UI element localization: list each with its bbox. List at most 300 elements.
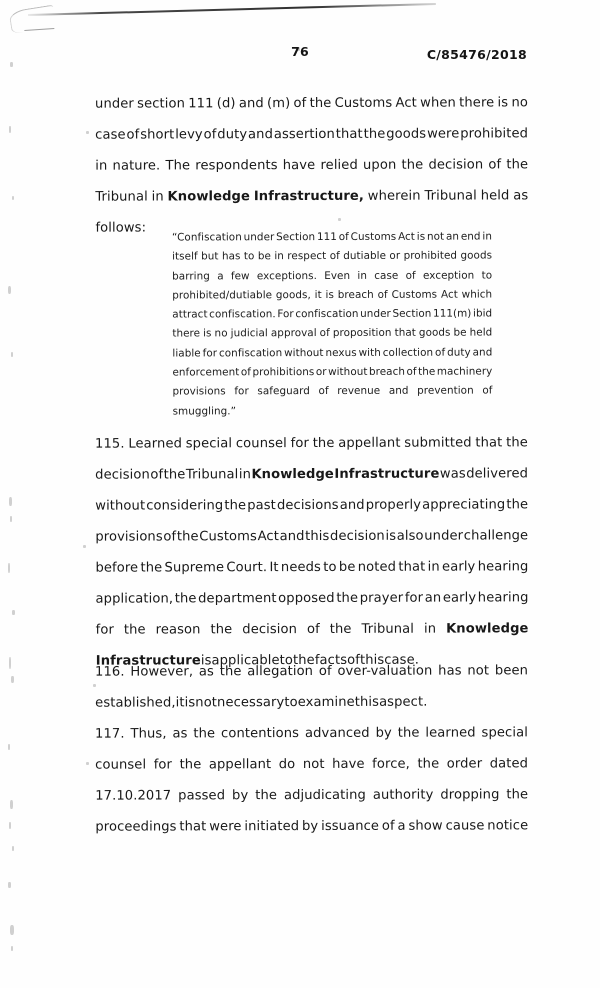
word: barring (172, 269, 210, 283)
scan-speckle (8, 286, 11, 294)
word: decision (242, 622, 298, 638)
word: of (319, 327, 330, 340)
word: end (460, 230, 481, 243)
text-line (95, 149, 528, 181)
word: and (388, 385, 409, 398)
word: in (95, 158, 108, 174)
word: judicial (230, 327, 268, 340)
word: The (165, 158, 191, 174)
word: Act (257, 529, 279, 545)
scan-speckle (10, 925, 14, 935)
word: to (243, 250, 255, 263)
word: smuggling.” (172, 404, 237, 418)
word: enforcement (172, 366, 240, 379)
text-line (172, 343, 492, 363)
word: under (360, 308, 391, 321)
word: Tribunal (185, 467, 239, 483)
word: is (497, 95, 509, 111)
word: Customs (350, 230, 397, 243)
scan-speckle (83, 545, 86, 548)
word: It (269, 560, 279, 576)
word: to (284, 695, 298, 711)
case-name-bold: Knowledge (251, 466, 334, 483)
word: needs (280, 559, 321, 576)
word: goods (418, 327, 451, 340)
word: Supreme (164, 560, 225, 576)
word: Court. (226, 560, 268, 576)
word: breach (337, 288, 374, 301)
word: Section (392, 307, 432, 320)
word: respondents (195, 158, 278, 174)
word: decisions (276, 497, 339, 514)
word: prevention (417, 384, 474, 398)
paragraph-opening (95, 87, 528, 243)
word: past (247, 498, 276, 514)
word: (m) (266, 96, 291, 112)
word: this (354, 694, 380, 710)
text-line (95, 582, 528, 614)
word: by (375, 725, 392, 741)
word: (d) (216, 96, 236, 112)
word: challenge (463, 528, 529, 544)
word: there (459, 95, 495, 111)
word: prayer (359, 590, 404, 606)
word: for (95, 622, 114, 638)
word: is (385, 528, 397, 544)
word: the (506, 435, 528, 451)
word: as (513, 188, 529, 204)
word: 117. (95, 726, 125, 742)
word: early (442, 559, 476, 575)
word: that (335, 126, 363, 142)
word: the (255, 788, 278, 804)
word: is (184, 695, 196, 711)
word: Customs (334, 95, 393, 111)
word: short (140, 127, 175, 143)
word: of (318, 385, 329, 398)
word: itself (172, 250, 198, 263)
word: appellant (338, 435, 401, 451)
word: special (185, 436, 233, 452)
scan-speckle (9, 657, 11, 669)
word: that (394, 327, 416, 340)
word: section (137, 96, 186, 112)
word: in (274, 250, 284, 263)
word: this (359, 652, 385, 668)
word: advanced (304, 725, 370, 742)
word: the (123, 622, 146, 638)
word: over-valuation (337, 663, 433, 679)
word: of (488, 157, 502, 173)
word: for (290, 436, 309, 452)
word: or (389, 250, 401, 263)
word: is (325, 288, 334, 301)
word: prohibited/dutiable (172, 289, 273, 302)
word: proceedings (95, 819, 177, 835)
word: special (481, 725, 528, 741)
word: noted (357, 559, 397, 575)
word: decision (330, 528, 385, 544)
scan-speckle (11, 946, 13, 951)
word: passed (178, 788, 226, 804)
word: have (282, 157, 316, 174)
word: it (314, 288, 322, 301)
word: the (309, 95, 332, 112)
word: Act (440, 288, 458, 301)
word: levy (175, 127, 203, 143)
word: with (358, 346, 381, 359)
paragraph-115 (95, 427, 529, 676)
word: of (240, 366, 251, 379)
word: appreciating (422, 497, 506, 513)
text-line (95, 118, 528, 150)
word: hearing (477, 559, 529, 575)
word: provisions (172, 385, 226, 398)
word: been (494, 663, 529, 679)
word: Even (324, 269, 351, 282)
scan-speckle (11, 676, 14, 683)
word: 116. (95, 664, 125, 680)
word: of (329, 250, 340, 263)
word: nature. (112, 158, 161, 174)
text-line (172, 363, 492, 383)
word: liable (172, 347, 201, 360)
word: Act (398, 230, 415, 243)
word: under (95, 96, 134, 112)
word: notice (487, 818, 529, 834)
text-line (96, 613, 529, 645)
word: Tribunal (361, 621, 415, 637)
scan-speckle (8, 882, 11, 888)
text-line (95, 489, 528, 521)
word: issuance (321, 818, 380, 834)
word: of (126, 127, 140, 143)
word: in (357, 269, 367, 282)
word: before (95, 560, 139, 576)
word: for (404, 590, 424, 606)
word: for (234, 385, 249, 398)
word: to (323, 559, 337, 575)
word: do (278, 757, 296, 773)
word: follows: (95, 220, 147, 236)
word: case (374, 269, 399, 282)
word: of (406, 365, 417, 378)
word: of (435, 346, 446, 359)
word: goods (386, 126, 427, 142)
word: that (475, 435, 503, 451)
scan-speckle (8, 563, 10, 573)
word: contentions (221, 726, 300, 742)
paragraph-117 (95, 717, 528, 842)
word: the (140, 560, 163, 576)
word: in (151, 189, 164, 205)
word: confiscation (218, 346, 283, 360)
word: duty (447, 346, 471, 359)
word: a (397, 818, 406, 834)
block-quotation (172, 227, 493, 421)
word: respect (287, 250, 327, 263)
word: counsel (235, 436, 287, 452)
word: by (301, 818, 319, 835)
case-name-bold: Infrastructure, (253, 188, 365, 205)
word: few (230, 269, 250, 282)
word: be (257, 250, 271, 263)
word: of (338, 230, 349, 243)
word: delivered (466, 466, 529, 482)
word: not (195, 695, 218, 711)
scan-speckle (11, 352, 13, 357)
word: confiscation (295, 308, 359, 321)
word: provisions (95, 529, 163, 545)
word: revenue (337, 385, 381, 398)
case-name-bold: Infrastructure (95, 653, 201, 669)
scan-speckle (12, 610, 15, 615)
word: is (203, 327, 212, 340)
word: relied (320, 157, 358, 173)
scan-speckle (9, 497, 12, 506)
text-line (95, 810, 528, 842)
word: and (472, 346, 493, 359)
word: exceptions. (256, 269, 317, 282)
word: However, (130, 664, 194, 680)
word: the (506, 787, 529, 803)
word: the (293, 652, 315, 669)
word: it (175, 695, 185, 711)
word: adjudicating (283, 787, 366, 804)
word: machinery (436, 365, 493, 378)
word: were (209, 819, 242, 835)
word: the (224, 498, 247, 514)
word: the (397, 725, 420, 741)
word: this (305, 528, 330, 545)
word: to (481, 269, 493, 282)
word: has (221, 250, 241, 263)
word: for (202, 347, 218, 360)
word: in (238, 467, 251, 483)
word: initiated (244, 819, 300, 835)
word: and (339, 497, 365, 513)
text-line (172, 227, 492, 247)
word: considering (146, 498, 224, 514)
word: of (347, 652, 360, 668)
scan-speckle (9, 126, 11, 133)
text-line (95, 686, 528, 718)
word: of (318, 663, 332, 679)
word: examine (297, 694, 355, 711)
word: has (438, 663, 462, 679)
word: for (153, 757, 173, 773)
word: established, (95, 695, 176, 711)
page-number: 76 (291, 44, 309, 59)
word: collection (382, 346, 434, 359)
word: the (363, 126, 386, 142)
text-line (172, 324, 492, 344)
word: submitted (404, 435, 472, 451)
word: authority (372, 787, 434, 803)
word: the (418, 365, 436, 378)
word: the (179, 757, 202, 773)
word: allegation (247, 663, 314, 680)
word: department (198, 591, 277, 607)
word: the (219, 664, 242, 680)
word: case. (384, 652, 420, 668)
word: assertion (273, 126, 335, 143)
scan-speckle (10, 516, 12, 522)
word: force, (372, 756, 410, 772)
text-line (172, 285, 492, 305)
word: confiscation. (209, 308, 276, 321)
word: of (163, 529, 177, 545)
word: upon (363, 157, 397, 173)
scan-speckle (86, 762, 89, 765)
word: by (232, 788, 249, 804)
word: is (200, 653, 212, 669)
word: Act (395, 95, 417, 111)
word: reason (155, 622, 201, 638)
word: facts (314, 652, 348, 668)
word: 111 (316, 230, 337, 244)
word: under (243, 231, 275, 244)
word: application, (95, 591, 174, 607)
scan-speckle (86, 131, 89, 134)
word: Tribunal (424, 188, 477, 204)
word: counsel (95, 757, 147, 773)
word: the (336, 590, 359, 606)
word: breach (368, 365, 406, 378)
word: an (445, 230, 460, 243)
word: also (396, 528, 424, 544)
word: properly (365, 497, 422, 513)
word: when (420, 95, 456, 111)
word: an (424, 590, 442, 606)
word: opposed (278, 590, 335, 607)
text-line (95, 551, 528, 583)
word: early (442, 590, 477, 606)
word: nexus (325, 346, 357, 359)
word: proposition (332, 327, 392, 340)
word: prohibitions (252, 366, 315, 379)
scan-speckle (12, 846, 14, 851)
word: and (248, 127, 273, 143)
scan-speckle (10, 800, 13, 809)
word: there (172, 327, 201, 340)
word: prohibited (403, 249, 458, 263)
word: the (417, 756, 440, 772)
word: that (179, 819, 207, 835)
word: no (214, 327, 228, 340)
word: the (176, 529, 199, 545)
scan-corner-smudge-artifact-2 (24, 18, 55, 31)
word: safeguard (257, 385, 310, 398)
word: attract (172, 308, 208, 321)
word: necessary (217, 695, 285, 711)
word: exception (423, 269, 475, 282)
word: without (328, 365, 368, 379)
scan-edge-line-artifact (28, 3, 436, 16)
text-line (172, 382, 492, 402)
case-name-bold: Knowledge (446, 621, 529, 637)
word: under (424, 528, 464, 544)
text-line (95, 427, 528, 459)
word: duty (217, 127, 248, 143)
word: dated (489, 756, 529, 772)
word: of (150, 467, 164, 483)
word: 17.10.2017 (95, 788, 172, 804)
word: the (329, 621, 352, 637)
word: show (408, 818, 443, 834)
word: but (201, 250, 219, 263)
word: the (312, 435, 335, 451)
word: applicable (211, 653, 280, 669)
text-line (95, 180, 528, 212)
word: which (461, 288, 493, 301)
word: prohibited (460, 126, 529, 142)
word: as (172, 726, 188, 742)
word: be (338, 559, 356, 575)
word: of (377, 288, 388, 301)
word: held (469, 326, 493, 340)
word: be (453, 327, 467, 340)
text-line (95, 87, 528, 119)
scan-speckle (9, 822, 11, 829)
word: “Confiscation (172, 231, 242, 244)
word: of (203, 127, 217, 143)
word: of (306, 621, 320, 638)
word: Customs (391, 288, 438, 301)
word: and (238, 96, 264, 112)
word: the (174, 591, 197, 607)
word: appellant (208, 757, 272, 773)
word: the (506, 497, 529, 513)
scan-speckle (8, 744, 10, 750)
text-line (95, 779, 528, 811)
word: 115. (95, 436, 125, 452)
word: without (95, 498, 146, 514)
word: that (398, 559, 426, 575)
word: in (427, 559, 440, 575)
text-line (95, 655, 528, 687)
word: of (293, 96, 307, 112)
word: the (210, 622, 233, 638)
word: goods (460, 249, 493, 262)
word: dropping (440, 787, 500, 803)
word: Learned (128, 436, 183, 452)
word: a (217, 269, 224, 282)
word: not (302, 756, 325, 773)
word: the (193, 726, 216, 742)
text-line (172, 247, 492, 267)
word: were (427, 126, 460, 142)
case-name-bold: Knowledge (167, 189, 251, 205)
word: have (332, 756, 365, 772)
word: of (381, 818, 395, 834)
word: held (480, 188, 510, 204)
word: 111 (188, 96, 214, 112)
word: as (198, 664, 214, 680)
word: cause (445, 818, 485, 834)
text-line (95, 458, 528, 490)
word: the (163, 467, 186, 483)
page-header (0, 44, 600, 66)
case-number: C/85476/2018 (426, 47, 527, 62)
word: no (511, 95, 528, 111)
word: dutiable (343, 250, 387, 263)
word: not (467, 663, 490, 679)
word: Thus, (130, 726, 167, 742)
paragraph-116 (95, 655, 528, 718)
text-line (95, 717, 528, 749)
word: in (423, 621, 437, 637)
